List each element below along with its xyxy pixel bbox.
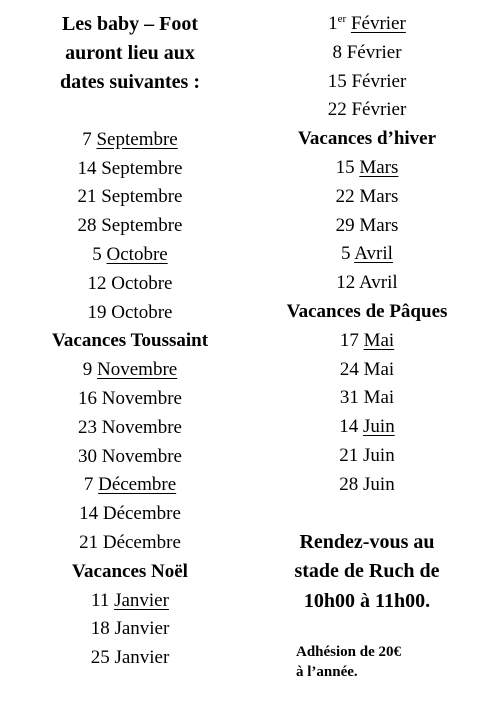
month-start: Avril — [354, 243, 393, 265]
date-item — [256, 471, 478, 500]
date-text: 28 Septembre — [77, 215, 183, 237]
date-text: 30 Novembre — [78, 445, 182, 467]
date-item — [256, 68, 478, 97]
date-item — [256, 39, 478, 68]
adhesion-line-2: à l’année. — [296, 664, 358, 681]
date-text: 12 Avril — [336, 272, 398, 294]
date-text: 25 Janvier — [90, 647, 170, 669]
date-text: 11 — [91, 589, 115, 611]
date-item — [16, 241, 244, 270]
date-item — [16, 615, 244, 644]
date-item — [256, 442, 478, 471]
month-start: Mai — [363, 329, 395, 351]
date-item — [256, 384, 478, 413]
date-text: 19 Octobre — [87, 301, 173, 323]
month-start: Février — [350, 13, 406, 34]
date-item — [16, 443, 244, 472]
date-text: 14 — [339, 416, 364, 438]
date-text: 8 Février — [332, 41, 402, 63]
date-item — [256, 183, 478, 212]
right-date-list — [256, 10, 478, 500]
date-text: 9 — [82, 359, 98, 381]
date-item — [16, 385, 244, 414]
intro-line-2: auront lieu aux — [65, 42, 195, 64]
date-item — [256, 269, 478, 298]
holiday-heading: Vacances Noël — [72, 560, 188, 582]
date-text: 17 — [339, 329, 364, 351]
left-date-list — [16, 126, 244, 673]
date-item — [256, 240, 478, 269]
date-text: 16 Novembre — [78, 387, 182, 409]
date-text: 21 Juin — [339, 444, 395, 466]
date-text: 21 Septembre — [77, 186, 183, 208]
intro-line-3: dates suivantes : — [59, 71, 200, 93]
date-item — [16, 587, 244, 616]
holiday-heading: Vacances d’hiver — [297, 128, 437, 150]
date-text: 5 — [92, 243, 107, 265]
rendezvous-line-3: 10h00 à 11h00. — [303, 589, 431, 612]
date-text: 15 — [335, 156, 360, 178]
date-item — [256, 96, 478, 125]
month-start: Mars — [359, 156, 399, 178]
spacer — [256, 616, 478, 642]
date-text: 29 Mars — [335, 214, 399, 236]
month-start: Septembre — [96, 128, 178, 150]
date-text: 5 — [341, 243, 355, 265]
date-text: 7 — [83, 474, 99, 496]
spacer — [16, 97, 244, 126]
date-item — [16, 212, 244, 241]
month-start: Octobre — [106, 243, 168, 265]
date-item — [256, 327, 478, 356]
date-item — [256, 154, 478, 183]
month-start: Novembre — [97, 359, 178, 381]
date-item — [256, 413, 478, 442]
date-item — [256, 10, 478, 39]
date-text: 14 Septembre — [77, 157, 183, 179]
month-start: Juin — [363, 416, 395, 438]
rendezvous-line-2: stade de Ruch de — [294, 560, 440, 583]
date-text: 23 Novembre — [78, 416, 182, 438]
date-text: 15 Février — [327, 70, 407, 92]
date-item — [16, 471, 244, 500]
spacer — [256, 500, 478, 528]
rendezvous-line-1: Rendez-vous au — [299, 530, 435, 553]
month-start: Décembre — [98, 474, 177, 496]
date-item — [256, 356, 478, 385]
date-item — [16, 414, 244, 443]
date-text: 14 Décembre — [79, 503, 181, 525]
date-text: 1 — [328, 13, 338, 34]
right-column — [256, 10, 478, 682]
date-text: 18 Janvier — [90, 618, 170, 640]
date-item — [16, 644, 244, 673]
date-text: 22 Mars — [335, 185, 399, 207]
date-text: 22 Février — [327, 99, 407, 121]
date-text: 28 Juin — [339, 473, 395, 495]
date-item — [16, 500, 244, 529]
month-start: Janvier — [114, 589, 169, 611]
date-text: 7 — [82, 128, 97, 150]
date-text: 21 Décembre — [79, 531, 181, 553]
date-text: 12 Octobre — [87, 272, 173, 294]
date-item — [256, 212, 478, 241]
date-item — [16, 270, 244, 299]
date-text: 24 Mai — [339, 358, 395, 380]
adhesion-line-1: Adhésion de 20€ — [296, 644, 402, 661]
date-item — [16, 126, 244, 155]
left-column — [16, 10, 244, 673]
holiday-heading: Vacances de Pâques — [286, 300, 448, 322]
intro-line-1: Les baby – Foot — [61, 13, 199, 35]
date-item — [16, 529, 244, 558]
date-item — [16, 183, 244, 212]
date-text: 31 Mai — [339, 387, 395, 409]
date-item — [16, 299, 244, 328]
date-item — [16, 155, 244, 184]
date-ordinal: er — [337, 13, 347, 25]
date-item — [16, 356, 244, 385]
holiday-heading: Vacances Toussaint — [51, 330, 209, 352]
